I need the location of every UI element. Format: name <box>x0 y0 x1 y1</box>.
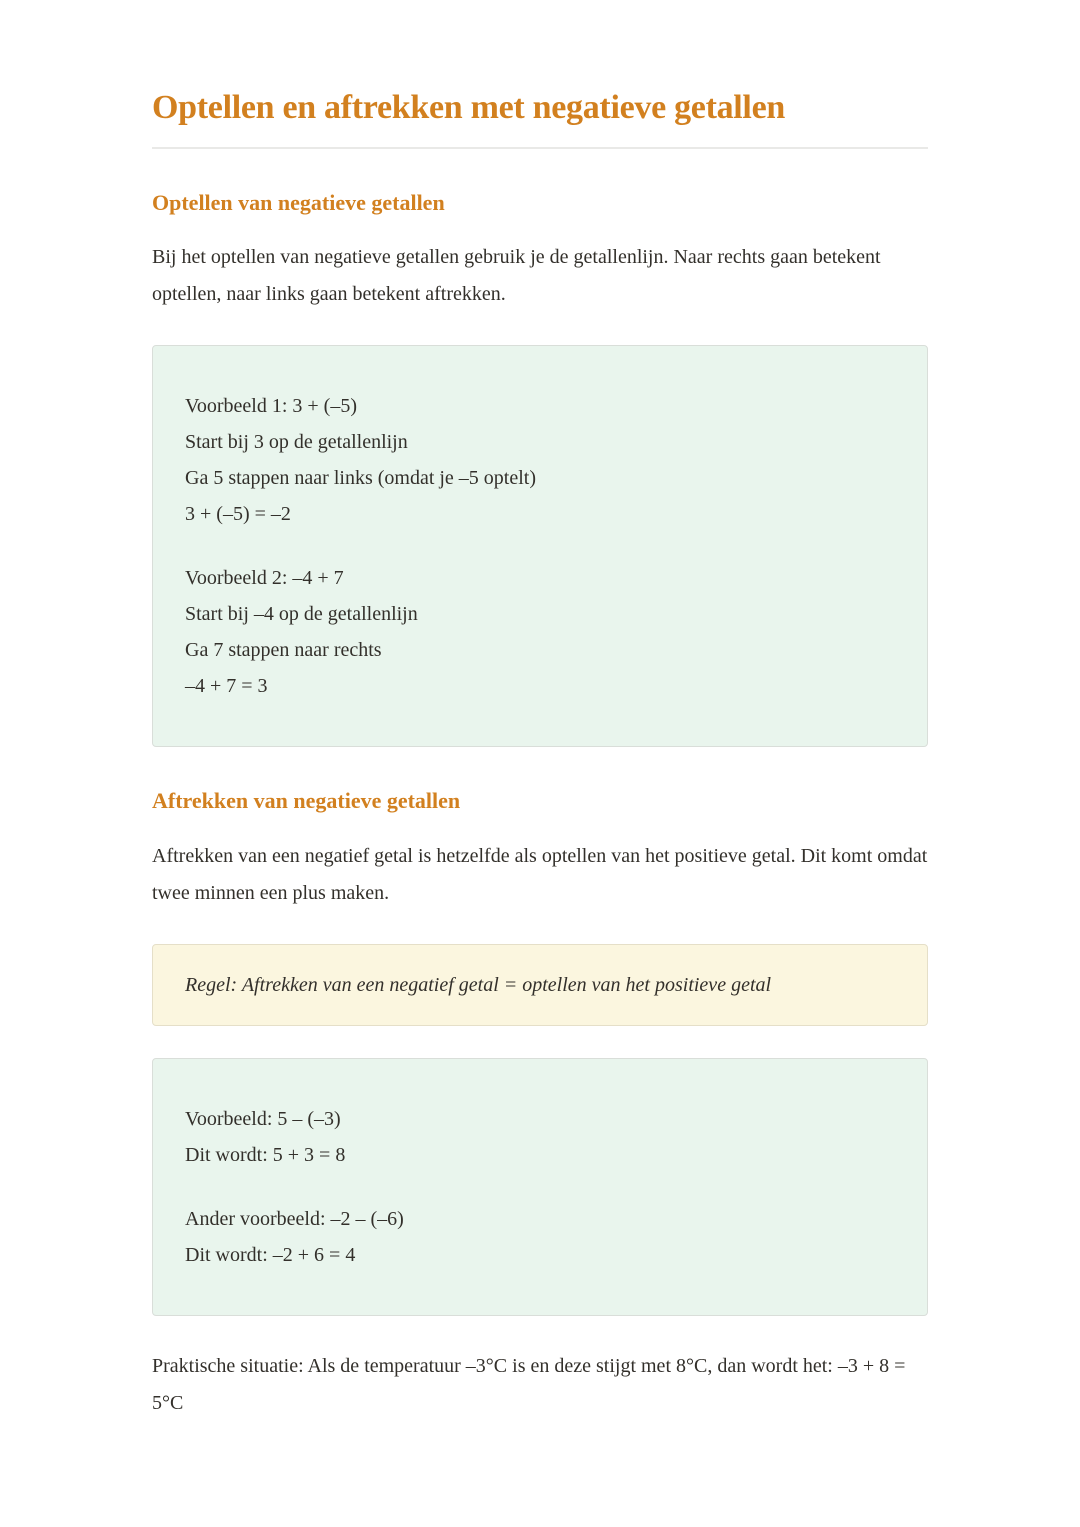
example-line: Dit wordt: 5 + 3 = 8 <box>185 1143 346 1166</box>
example-line: Dit wordt: –2 + 6 = 4 <box>185 1243 356 1266</box>
example-line: Voorbeeld: 5 – (–3) <box>185 1107 341 1130</box>
example-line: 3 + (–5) = –2 <box>185 503 291 526</box>
section-heading-aftrekken: Aftrekken van negatieve getallen <box>152 788 461 814</box>
example-box-aftrekken <box>152 1058 928 1316</box>
example-line: Ga 5 stappen naar links (omdat je –5 optelt) <box>185 467 537 490</box>
practical-situation-paragraph: Praktische situatie: Als de temperatuur –3°C is en deze stijgt met 8°C, dan wordt het: –3 + 8 = 5°C <box>152 1354 906 1414</box>
example-line: –4 + 7 = 3 <box>185 675 268 698</box>
rule-text: Regel: Aftrekken van een negatief getal = optellen van het positieve getal <box>185 973 772 996</box>
example-1 <box>185 388 895 532</box>
optellen-intro-paragraph: Bij het optellen van negatieve getallen gebruik je de getallenlijn. Naar rechts gaan betekent optellen, naar links gaan betekent aftrekken. <box>152 246 881 306</box>
example-line: Ga 7 stappen naar rechts <box>185 639 382 662</box>
example-line: Start bij –4 op de getallenlijn <box>185 603 418 626</box>
example-1 <box>185 1101 895 1173</box>
example-line: Voorbeeld 2: –4 + 7 <box>185 567 344 590</box>
example-2 <box>185 560 895 704</box>
example-line: Start bij 3 op de getallenlijn <box>185 431 408 454</box>
example-line: Voorbeeld 1: 3 + (–5) <box>185 395 357 418</box>
section-heading-optellen: Optellen van negatieve getallen <box>152 189 445 215</box>
aftrekken-intro-paragraph: Aftrekken van een negatief getal is hetzelfde als optellen van het positieve getal. Dit komt omdat twee minnen een plus maken. <box>152 844 928 904</box>
example-line: Ander voorbeeld: –2 – (–6) <box>185 1207 404 1230</box>
example-box-optellen <box>152 345 928 747</box>
document-page <box>152 0 928 1508</box>
page-title: Optellen en aftrekken met negatieve getallen <box>152 89 785 126</box>
title-divider <box>152 147 928 149</box>
rule-callout-box <box>152 944 928 1026</box>
example-2 <box>185 1201 895 1273</box>
